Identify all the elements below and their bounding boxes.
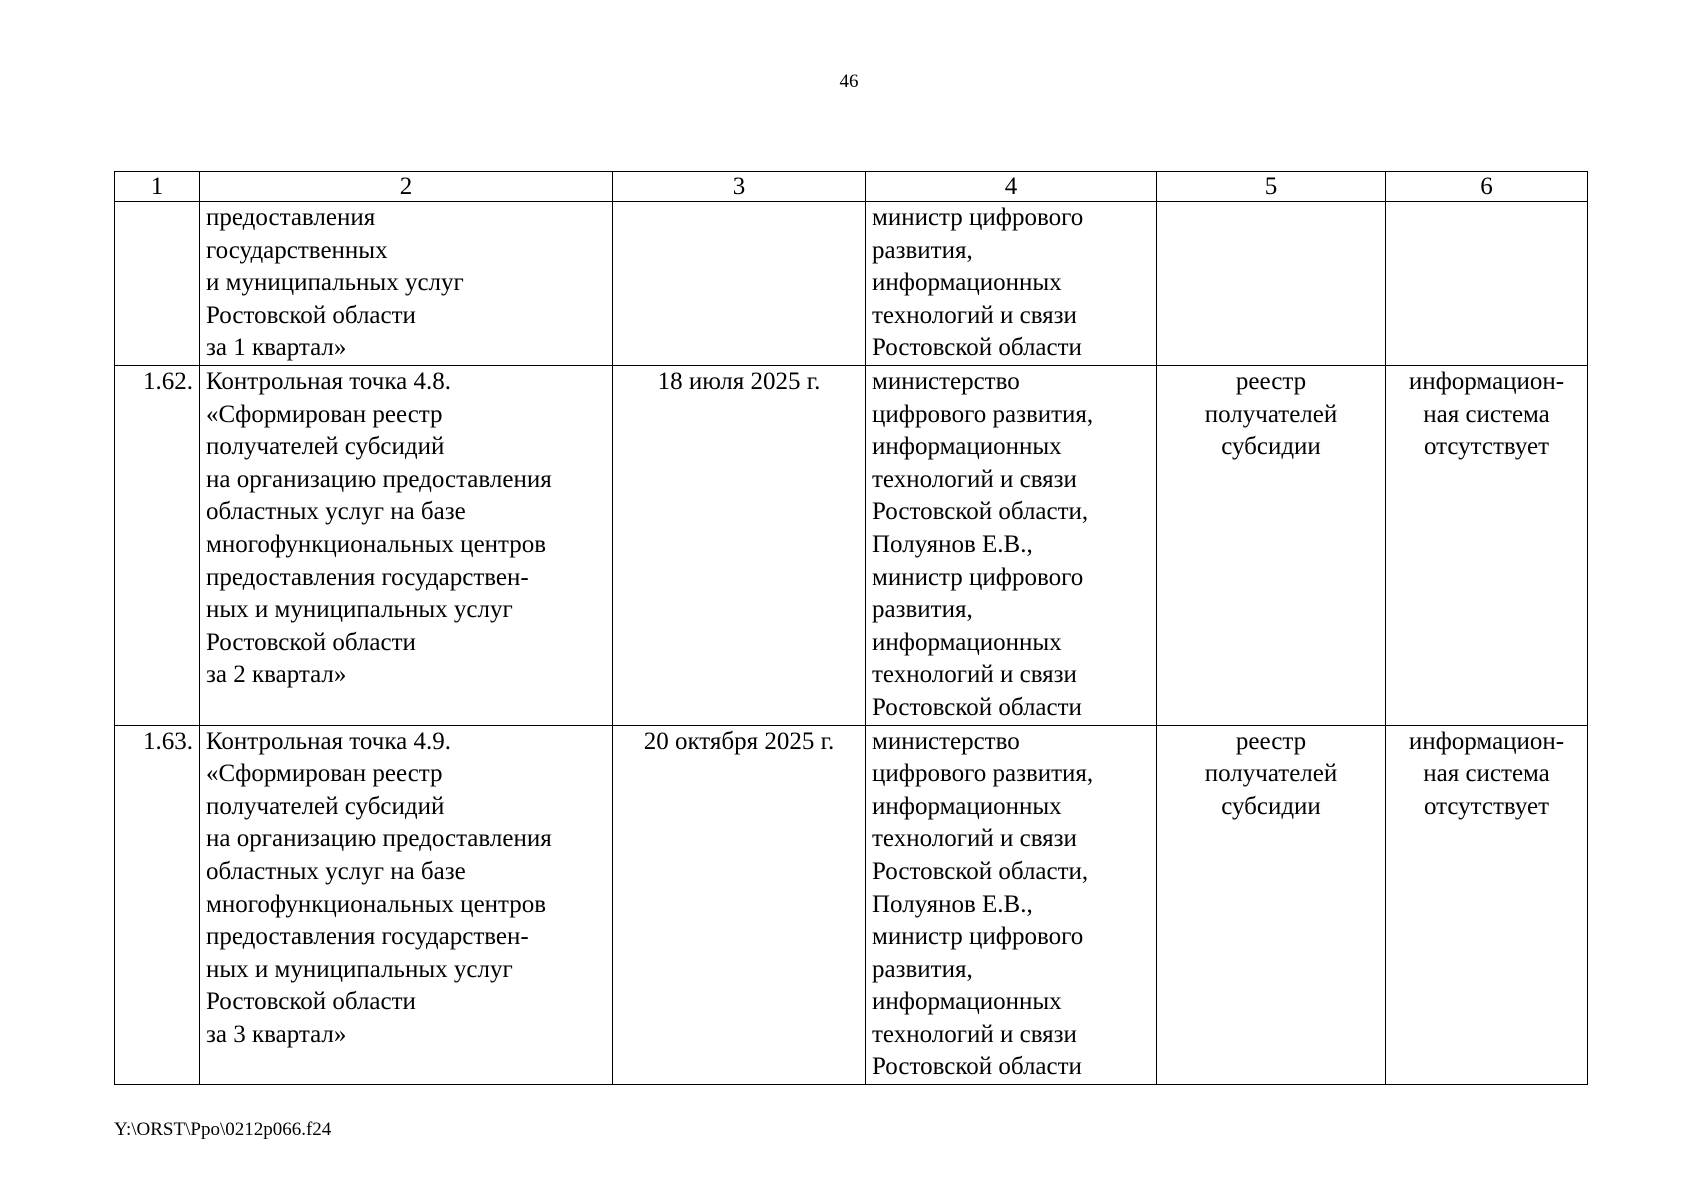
info-system-line: отсутствует — [1423, 792, 1550, 820]
responsible-cell — [866, 725, 1157, 1085]
responsible-line: Полуянов Е.В., — [872, 890, 1033, 918]
result-type-cell — [1157, 366, 1386, 726]
responsible-line: технологий и связи — [872, 465, 1077, 493]
info-system-line: информацион- — [1408, 368, 1565, 395]
event-name-line: многофункциональных центров — [206, 530, 547, 558]
event-name-line: получателей субсидий — [206, 792, 445, 820]
event-name-line: Контрольная точка 4.9. — [206, 727, 451, 755]
event-name-cell — [200, 725, 613, 1085]
responsible-line: Ростовской области, — [872, 498, 1089, 526]
row-number-cell — [115, 366, 200, 726]
responsible-line: информационных — [872, 433, 1062, 461]
table-row — [115, 725, 1588, 1085]
responsible-line: информационных — [872, 988, 1062, 1016]
info-system-cell — [1386, 366, 1588, 726]
event-name-line: предоставления — [206, 204, 376, 231]
event-name-line: на организацию предоставления — [206, 465, 552, 493]
event-name-line: Ростовской области — [206, 628, 416, 656]
due-date-text: 20 октября 2025 г. — [643, 727, 835, 755]
responsible-line: технологий и связи — [872, 1020, 1077, 1048]
event-name-line: ных и муниципальных услуг — [206, 596, 513, 624]
due-date-text: 18 июля 2025 г. — [657, 368, 821, 395]
result-type-line: субсидии — [1221, 792, 1321, 820]
event-name-cell — [200, 202, 613, 366]
responsible-cell — [866, 202, 1157, 366]
event-name-line: Ростовской области — [206, 988, 416, 1016]
table-row — [115, 366, 1588, 726]
row-number-text: 1.63. — [143, 727, 193, 755]
row-number-cell — [115, 725, 200, 1085]
result-type-line: получателей — [1204, 760, 1338, 788]
due-date-cell — [613, 725, 866, 1085]
event-name-line: государственных — [206, 236, 388, 264]
responsible-line: цифрового развития, — [872, 400, 1094, 428]
event-name-line: Ростовской области — [206, 301, 416, 329]
responsible-line: информационных — [872, 792, 1062, 820]
info-system-line: ная система — [1423, 760, 1550, 788]
info-system-cell — [1386, 202, 1588, 366]
event-name-line: на организацию предоставления — [206, 825, 552, 853]
responsible-line: информационных — [872, 269, 1062, 297]
result-type-line: субсидии — [1221, 433, 1321, 461]
responsible-line: развития, — [872, 236, 973, 264]
page-number: 46 — [839, 71, 859, 92]
event-name-line: «Сформирован реестр — [206, 400, 443, 428]
event-name-line: многофункциональных центров — [206, 890, 547, 918]
result-type-cell — [1157, 725, 1386, 1085]
result-type-line: реестр — [1235, 727, 1307, 755]
responsible-line: Ростовской области — [872, 334, 1082, 362]
responsible-line: Ростовской области, — [872, 857, 1089, 885]
event-name-cell — [200, 366, 613, 726]
info-system-line: ная система — [1423, 400, 1550, 428]
responsible-line: развития, — [872, 596, 973, 624]
event-name-line: получателей субсидий — [206, 433, 445, 461]
event-name-line: за 3 квартал» — [206, 1020, 347, 1048]
event-name-line: и муниципальных услуг — [206, 269, 464, 297]
responsible-line: Полуянов Е.В., — [872, 530, 1033, 558]
column-header: 3 — [613, 172, 866, 202]
row-number-cell — [115, 202, 200, 366]
responsible-line: технологий и связи — [872, 661, 1077, 689]
column-header: 5 — [1157, 172, 1386, 202]
column-header: 2 — [200, 172, 613, 202]
result-type-line: реестр — [1235, 368, 1307, 395]
event-name-line: «Сформирован реестр — [206, 760, 443, 788]
event-name-line: областных услуг на базе — [206, 498, 466, 526]
table-row — [115, 202, 1588, 366]
due-date-cell — [613, 366, 866, 726]
event-name-line: областных услуг на базе — [206, 857, 466, 885]
table-header-row — [115, 172, 1588, 202]
result-type-line: получателей — [1204, 400, 1338, 428]
plan-table — [114, 171, 1588, 1085]
responsible-line: министр цифрового — [872, 563, 1084, 591]
responsible-line: информационных — [872, 628, 1062, 656]
responsible-line: технологий и связи — [872, 825, 1077, 853]
file-path-footer: Y:\ORST\Ppo\0212p066.f24 — [114, 1119, 332, 1140]
event-name-line: ных и муниципальных услуг — [206, 955, 513, 983]
due-date-cell — [613, 202, 866, 366]
responsible-line: цифрового развития, — [872, 760, 1094, 788]
responsible-line: министр цифрового — [872, 923, 1084, 951]
responsible-line: Ростовской области — [872, 1053, 1082, 1081]
info-system-line: отсутствует — [1423, 433, 1550, 461]
row-number-text: 1.62. — [143, 368, 193, 395]
event-name-line: предоставления государствен- — [206, 923, 529, 951]
column-header: 6 — [1386, 172, 1588, 202]
result-type-cell — [1157, 202, 1386, 366]
column-header: 1 — [115, 172, 200, 202]
event-name-line: за 2 квартал» — [206, 661, 347, 689]
event-name-line: за 1 квартал» — [206, 334, 347, 362]
responsible-line: министерство — [872, 727, 1020, 755]
responsible-cell — [866, 366, 1157, 726]
responsible-line: министр цифрового — [872, 204, 1084, 231]
responsible-line: технологий и связи — [872, 301, 1077, 329]
info-system-line: информацион- — [1408, 727, 1565, 755]
responsible-line: развития, — [872, 955, 973, 983]
info-system-cell — [1386, 725, 1588, 1085]
column-header: 4 — [866, 172, 1157, 202]
responsible-line: министерство — [872, 368, 1020, 395]
responsible-line: Ростовской области — [872, 693, 1082, 721]
event-name-line: предоставления государствен- — [206, 563, 529, 591]
event-name-line: Контрольная точка 4.8. — [206, 368, 451, 395]
